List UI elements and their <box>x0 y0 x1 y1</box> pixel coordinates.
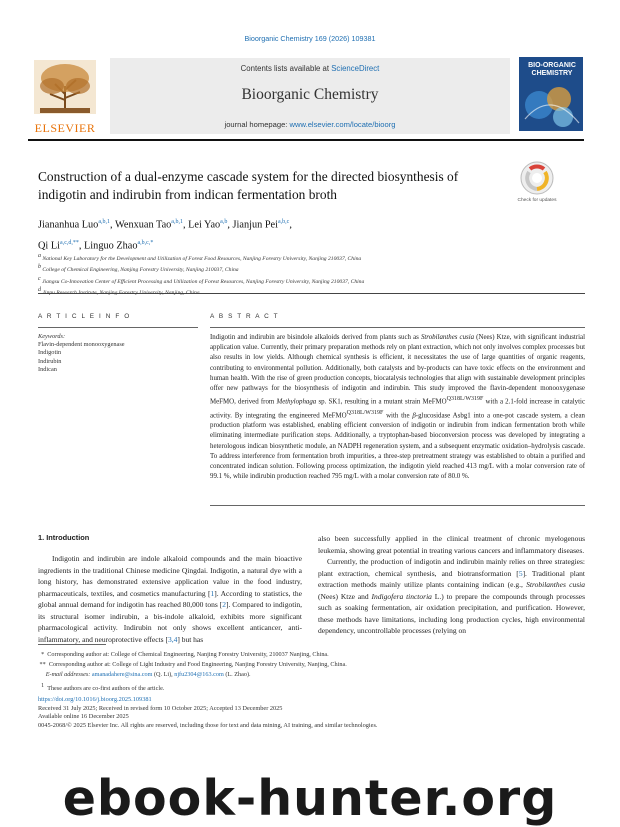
journal-cover-image <box>519 57 583 131</box>
footnote-item: E-mail addresses: amanadahere@sina.com (Q. Li), njfu2304@163.com (L. Zhao). <box>45 671 251 679</box>
journal-reference[interactable]: Bioorganic Chemistry 169 (2026) 109381 <box>244 34 376 43</box>
author-affil-sup[interactable]: a,c,d,** <box>60 240 79 247</box>
publisher-name: ELSEVIER <box>34 121 96 135</box>
abstract-text: Indigotin and indirubin are bisindole alkaloids derived from plants such as Strobilanthes cusia (Nees) Ktze, with significant industrial application value. Currently, their primary preparation methods rely on plant extraction, which not only involves complex processes but also results in low yields. Although chemical synthesis is efficient, it necessitates the use of large quantities of organic reagents, contributing to environmental pollution. Additionally, both catalysts and by-products can have toxic effects on the environment and human health. With the rise of green production concepts, biocatalysis technologies that align with sustainable development principles offer new pathways for the biosynthesis of indigotin and indirubin. This study improved the flavin-dependent monooxygenase MeFMO, derived from Methylophaga sp. SK1, resulting in a mutant strain MeFMO$^{Q318L/W319F}$ with a 2.1-fold increase in catalytic activity. By integrating the engineered MeFMO$^{Q318L/W319F}$ with the β-glucosidase Asbg1 into a one-pot cascade system, a clean production platform was established, enabling efficient conversion of indigotin or indirubin from indican fermentation broth while eliminating intermediate purification steps. Additionally, a tryptophan-based bioconversion process was developed by integrating a heterologous indican biosynthetic module, an NADPH regeneration system, and a subsequent enzymatic oxidation–hydrolysis cascade. To address interference from fermentation broth impurities, a three-step pretreatment strategy was established to obtain a purified and concentrated indican solution. Following process optimization, the indigotin yield reached 413 mg/L with a molar conversion rate of 99.1 %, while indirubin production reached 795 mg/L with a molar conversion rate of 80.0 %. <box>210 334 585 481</box>
author-name[interactable]: Linguo Zhao <box>84 240 138 252</box>
journal-name: Bioorganic Chemistry <box>241 86 379 103</box>
keyword-item: Indirubin <box>38 357 62 365</box>
author-separator: , <box>289 219 292 231</box>
author-separator: , <box>78 240 85 252</box>
online-date: Available online 16 December 2025 <box>38 713 129 721</box>
author-affil-sup[interactable]: a,b,1 <box>171 219 183 225</box>
affiliation-item: d <box>38 287 41 294</box>
author-name[interactable]: Jianjun Pei <box>232 219 278 231</box>
author-affil-sup[interactable]: a,b <box>220 219 228 225</box>
author-affil-sup[interactable]: a,b,1 <box>98 219 111 225</box>
check-for-updates-label[interactable]: Check for updates <box>517 198 557 203</box>
watermark-text: ebook-hunter.org <box>62 770 558 827</box>
article-info-rule <box>38 327 198 328</box>
section-divider <box>38 293 585 294</box>
citation-link[interactable]: 5 <box>518 568 523 578</box>
author-affil-sup[interactable]: a,b,c,* <box>137 240 154 247</box>
intro-paragraph: Currently, the production of indigotin and indirubin mainly relies on three strategies: plant extraction, chemical synthesis, and biotransformation [5]. Traditional plant extraction methods mainly utilize plants containing indican (e.g., Strobilanthes cusia (Nees) Ktze and Indigofera tinctoria L.) to prepare the compounds through processes such as soaking fermentation, air oxidation precipitation, and purification. However, these methods have limitations, including long production cycles, high environmental dependency, uncontrollable processes (relying on <box>318 557 586 635</box>
keywords-block <box>38 333 198 374</box>
citation-link[interactable]: 3,4 <box>167 634 178 644</box>
article-info-heading: A R T I C L E I N F O <box>38 313 131 320</box>
header-rule <box>28 139 584 141</box>
affiliation-item: $^b$ College of Chemical Engineering, Nanjing Forestry University, Nanjing 210037, China <box>38 264 239 274</box>
homepage-prefix: journal homepage: <box>224 120 288 129</box>
abstract-end-rule <box>210 505 585 506</box>
keywords-label: Keywords: <box>38 333 66 340</box>
copyright-line: 0045-2068/© 2025 Elsevier Inc. All rights are reserved, including those for text and data mining, AI training, and similar technologies. <box>38 721 378 729</box>
cover-title: BIO-ORGANIC CHEMISTRY <box>528 62 576 77</box>
email-link[interactable]: amanadahere@sina.com <box>91 671 153 679</box>
footnote-item: ** Corresponding author at: College of Light Industry and Food Engineering, Nanjing Forestry University, Nanjing, China. <box>39 661 347 669</box>
email-link[interactable]: njfu2304@163.com <box>174 671 224 679</box>
section-heading-introduction: 1. Introduction <box>38 533 90 542</box>
affiliations <box>38 252 578 298</box>
intro-paragraph: also been successfully applied in the clinical treatment of chronic myelogenous leukemia, showing great potential in treating various cancers and inflammatory diseases. <box>318 534 585 555</box>
abstract-heading: A B S T R A C T <box>210 313 280 320</box>
elsevier-tree-logo <box>28 58 102 130</box>
article-title: Construction of a dual-enzyme cascade system for the directed biosynthesis of indigotin and indirubin from indican fermentation broth <box>38 169 459 202</box>
keyword-item: Indigotin <box>38 349 62 357</box>
footnote-item: * Corresponding author at: College of Chemical Engineering, Nanjing Forestry University, 210037 Nanjing, China. <box>41 651 329 658</box>
received-dates: Received 31 July 2025; Received in revised form 10 October 2025; Accepted 13 December 2025 <box>38 704 283 712</box>
citation-link[interactable]: 1 <box>210 588 215 598</box>
author-affil-sup[interactable]: a,b,c <box>277 219 290 225</box>
author-name[interactable]: Wenxuan Tao <box>114 219 172 231</box>
author-separator: , <box>182 219 189 231</box>
cover-art <box>519 79 583 131</box>
affiliation-item: $^a$ National Key Laboratory for the Development and Utilization of Forest Food Resources, Nanjing Forestry University, Nanjing 210037, China <box>38 253 362 262</box>
citation-link[interactable]: 2 <box>222 600 226 609</box>
footnote-item: $^1$ These authors are co-first authors of the article. <box>41 682 165 692</box>
footnotes <box>38 650 585 694</box>
intro-right-column <box>318 533 585 637</box>
intro-left-column: Indigotin and indirubin are indole alkaloid compounds and the main bioactive ingredients in the traditional Chinese medicine Qingdai. Indigotin, a natural dye with a long history, has demonstrated extensive application value in the food industry, pharmaceuticals, textiles, and cosmetics manufacturing [1]. According to statistics, the global annual demand for indigotin has reached 80,000 tons [2]. Compared to indigotin, its structural isomer indirubin, a bis-indole alkaloid, exhibits more significant pharmacological activity. Indirubin not only shows excellent anticancer, anti-inflammatory, and neuroprotective effects [3,4] but has <box>38 554 302 644</box>
author-separator: , <box>227 219 233 231</box>
journal-header-box <box>110 58 510 134</box>
keyword-item: Flavin-dependent monooxygenase <box>38 341 125 349</box>
abstract-rule <box>210 327 585 328</box>
footnote-rule <box>38 644 106 645</box>
article-history <box>38 696 585 730</box>
contents-line <box>110 64 510 73</box>
author-list <box>38 213 578 256</box>
author-name[interactable]: Jiananhua Luo <box>38 219 99 231</box>
check-for-updates-icon[interactable] <box>519 160 555 196</box>
doi-link[interactable]: https://doi.org/10.1016/j.bioorg.2025.109381 <box>38 696 152 703</box>
sciencedirect-link[interactable]: ScienceDirect <box>331 64 380 73</box>
homepage-line <box>110 120 510 129</box>
author-name[interactable]: Lei Yao <box>188 219 221 231</box>
affiliation-item: $^c$ Jiangsu Co-Innovation Center of Efficient Processing and Utilization of Forest Resources, Nanjing Forestry University, Nanjing 210037, China <box>38 275 365 285</box>
homepage-link[interactable]: www.elsevier.com/locate/bioorg <box>289 120 396 129</box>
author-separator: , <box>110 219 115 231</box>
author-name[interactable]: Qi Li <box>38 240 61 252</box>
keyword-item: Indican <box>38 365 57 373</box>
contents-prefix: Contents lists available at <box>240 64 330 73</box>
